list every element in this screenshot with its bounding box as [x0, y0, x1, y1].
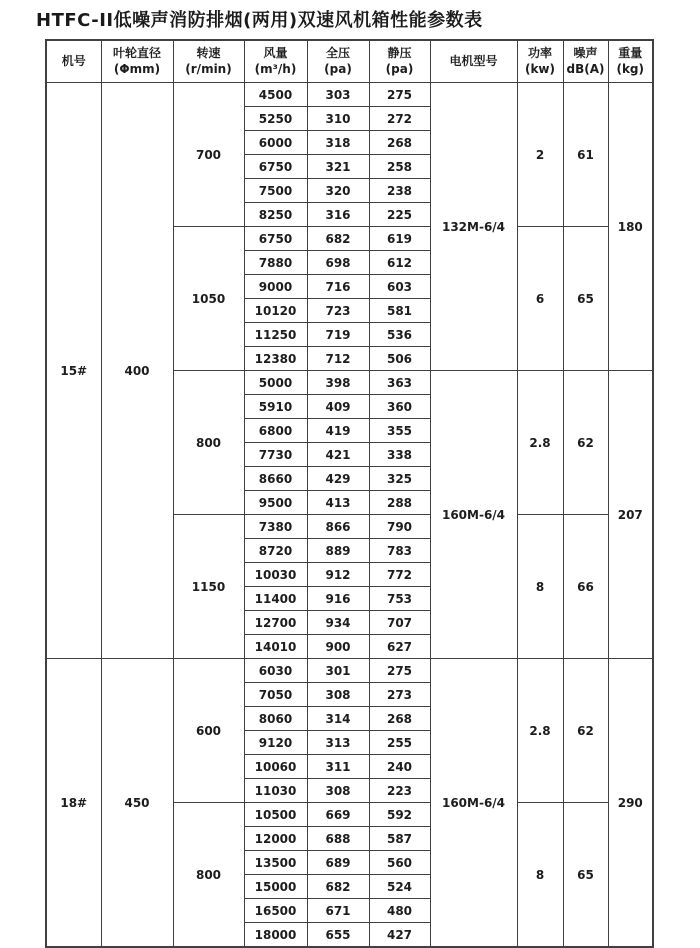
speed-cell: 600 — [173, 659, 244, 803]
header-unit: (Φmm) — [113, 61, 161, 76]
total-pressure-cell: 716 — [307, 275, 369, 299]
air-volume-cell: 9000 — [244, 275, 307, 299]
total-pressure-cell: 308 — [307, 779, 369, 803]
total-pressure-cell: 421 — [307, 443, 369, 467]
total-pressure-cell: 671 — [307, 899, 369, 923]
total-pressure-cell: 413 — [307, 491, 369, 515]
air-volume-cell: 8660 — [244, 467, 307, 491]
speed-cell: 1050 — [173, 227, 244, 371]
total-pressure-cell: 318 — [307, 131, 369, 155]
column-header-total-pressure — [307, 40, 369, 83]
weight-cell: 290 — [608, 659, 653, 948]
column-header-static-pressure — [369, 40, 430, 83]
total-pressure-cell: 719 — [307, 323, 369, 347]
header-unit: (kg) — [616, 61, 645, 76]
static-pressure-cell: 325 — [369, 467, 430, 491]
static-pressure-cell: 592 — [369, 803, 430, 827]
column-header-weight — [608, 40, 653, 83]
air-volume-cell: 12000 — [244, 827, 307, 851]
air-volume-cell: 11250 — [244, 323, 307, 347]
static-pressure-cell: 627 — [369, 635, 430, 659]
total-pressure-cell: 916 — [307, 587, 369, 611]
total-pressure-cell: 311 — [307, 755, 369, 779]
static-pressure-cell: 427 — [369, 923, 430, 948]
column-header-speed — [173, 40, 244, 83]
fan-spec-table — [45, 39, 654, 948]
page-title: HTFC-II低噪声消防排烟(两用)双速风机箱性能参数表 — [36, 10, 483, 31]
header-label: 机号 — [61, 53, 86, 68]
air-volume-cell: 9500 — [244, 491, 307, 515]
motor-model-cell: 160M-6/4 — [430, 659, 517, 948]
air-volume-cell: 7380 — [244, 515, 307, 539]
total-pressure-cell: 313 — [307, 731, 369, 755]
static-pressure-cell: 753 — [369, 587, 430, 611]
air-volume-cell: 5910 — [244, 395, 307, 419]
static-pressure-cell: 272 — [369, 107, 430, 131]
total-pressure-cell: 321 — [307, 155, 369, 179]
static-pressure-cell: 223 — [369, 779, 430, 803]
air-volume-cell: 5250 — [244, 107, 307, 131]
static-pressure-cell: 255 — [369, 731, 430, 755]
header-label: 静压 — [387, 45, 412, 60]
column-header-air-volume — [244, 40, 307, 83]
air-volume-cell: 6030 — [244, 659, 307, 683]
column-header-impeller-diameter — [101, 40, 173, 83]
static-pressure-cell: 524 — [369, 875, 430, 899]
air-volume-cell: 5000 — [244, 371, 307, 395]
noise-cell: 62 — [563, 659, 608, 803]
header-unit: (kw) — [524, 61, 556, 76]
impeller-diameter-cell: 400 — [101, 83, 173, 659]
header-label: 噪声 — [573, 45, 598, 60]
total-pressure-cell: 320 — [307, 179, 369, 203]
static-pressure-cell: 783 — [369, 539, 430, 563]
static-pressure-cell: 506 — [369, 347, 430, 371]
table-header — [46, 40, 653, 83]
total-pressure-cell: 310 — [307, 107, 369, 131]
noise-cell: 65 — [563, 803, 608, 948]
power-cell: 2.8 — [517, 371, 563, 515]
air-volume-cell: 7880 — [244, 251, 307, 275]
total-pressure-cell: 889 — [307, 539, 369, 563]
power-cell: 8 — [517, 803, 563, 948]
air-volume-cell: 8060 — [244, 707, 307, 731]
static-pressure-cell: 268 — [369, 131, 430, 155]
power-cell: 2.8 — [517, 659, 563, 803]
header-unit: (m³/h) — [254, 61, 297, 76]
header-unit: dB(A) — [566, 61, 605, 76]
static-pressure-cell: 480 — [369, 899, 430, 923]
power-cell: 8 — [517, 515, 563, 659]
air-volume-cell: 7500 — [244, 179, 307, 203]
weight-cell: 180 — [608, 83, 653, 371]
speed-cell: 800 — [173, 371, 244, 515]
air-volume-cell: 10120 — [244, 299, 307, 323]
total-pressure-cell: 698 — [307, 251, 369, 275]
weight-cell: 207 — [608, 371, 653, 659]
total-pressure-cell: 712 — [307, 347, 369, 371]
static-pressure-cell: 587 — [369, 827, 430, 851]
static-pressure-cell: 619 — [369, 227, 430, 251]
machine-no-cell: 18# — [46, 659, 101, 948]
header-label: 风量 — [263, 45, 288, 60]
air-volume-cell: 16500 — [244, 899, 307, 923]
total-pressure-cell: 682 — [307, 227, 369, 251]
static-pressure-cell: 268 — [369, 707, 430, 731]
total-pressure-cell: 409 — [307, 395, 369, 419]
air-volume-cell: 15000 — [244, 875, 307, 899]
static-pressure-cell: 338 — [369, 443, 430, 467]
total-pressure-cell: 934 — [307, 611, 369, 635]
header-label: 全压 — [325, 45, 350, 60]
column-header-noise — [563, 40, 608, 83]
static-pressure-cell: 612 — [369, 251, 430, 275]
static-pressure-cell: 363 — [369, 371, 430, 395]
machine-no-cell: 15# — [46, 83, 101, 659]
total-pressure-cell: 669 — [307, 803, 369, 827]
air-volume-cell: 11030 — [244, 779, 307, 803]
static-pressure-cell: 355 — [369, 419, 430, 443]
table-body — [46, 83, 653, 948]
total-pressure-cell: 866 — [307, 515, 369, 539]
header-unit: (pa) — [385, 61, 414, 76]
noise-cell: 65 — [563, 227, 608, 371]
header-unit: (pa) — [324, 61, 352, 76]
speed-cell: 700 — [173, 83, 244, 227]
static-pressure-cell: 240 — [369, 755, 430, 779]
total-pressure-cell: 398 — [307, 371, 369, 395]
power-cell: 6 — [517, 227, 563, 371]
total-pressure-cell: 429 — [307, 467, 369, 491]
air-volume-cell: 13500 — [244, 851, 307, 875]
air-volume-cell: 12380 — [244, 347, 307, 371]
static-pressure-cell: 603 — [369, 275, 430, 299]
air-volume-cell: 18000 — [244, 923, 307, 948]
static-pressure-cell: 238 — [369, 179, 430, 203]
speed-cell: 800 — [173, 803, 244, 948]
total-pressure-cell: 682 — [307, 875, 369, 899]
static-pressure-cell: 772 — [369, 563, 430, 587]
table-row — [46, 83, 653, 107]
air-volume-cell: 10030 — [244, 563, 307, 587]
total-pressure-cell: 723 — [307, 299, 369, 323]
header-label: 功率 — [527, 45, 552, 60]
static-pressure-cell: 707 — [369, 611, 430, 635]
header-label: 叶轮直径 — [112, 45, 161, 60]
header-label: 重量 — [618, 45, 643, 60]
header-unit: (r/min) — [185, 61, 232, 76]
noise-cell: 62 — [563, 371, 608, 515]
air-volume-cell: 6800 — [244, 419, 307, 443]
motor-model-cell: 132M-6/4 — [430, 83, 517, 371]
air-volume-cell: 6750 — [244, 155, 307, 179]
power-cell: 2 — [517, 83, 563, 227]
total-pressure-cell: 912 — [307, 563, 369, 587]
total-pressure-cell: 419 — [307, 419, 369, 443]
static-pressure-cell: 273 — [369, 683, 430, 707]
air-volume-cell: 6000 — [244, 131, 307, 155]
total-pressure-cell: 308 — [307, 683, 369, 707]
page — [0, 6, 700, 948]
impeller-diameter-cell: 450 — [101, 659, 173, 948]
static-pressure-cell: 258 — [369, 155, 430, 179]
table-row — [46, 659, 653, 683]
static-pressure-cell: 360 — [369, 395, 430, 419]
air-volume-cell: 10500 — [244, 803, 307, 827]
total-pressure-cell: 900 — [307, 635, 369, 659]
air-volume-cell: 9120 — [244, 731, 307, 755]
air-volume-cell: 4500 — [244, 83, 307, 107]
column-header-motor-model — [430, 40, 517, 83]
header-row — [46, 40, 653, 83]
static-pressure-cell: 560 — [369, 851, 430, 875]
air-volume-cell: 11400 — [244, 587, 307, 611]
column-header-power — [517, 40, 563, 83]
static-pressure-cell: 581 — [369, 299, 430, 323]
total-pressure-cell: 689 — [307, 851, 369, 875]
header-label: 电机型号 — [449, 53, 498, 68]
total-pressure-cell: 688 — [307, 827, 369, 851]
static-pressure-cell: 288 — [369, 491, 430, 515]
air-volume-cell: 6750 — [244, 227, 307, 251]
motor-model-cell: 160M-6/4 — [430, 371, 517, 659]
column-header-machine-no — [46, 40, 101, 83]
total-pressure-cell: 655 — [307, 923, 369, 948]
static-pressure-cell: 790 — [369, 515, 430, 539]
air-volume-cell: 8720 — [244, 539, 307, 563]
total-pressure-cell: 316 — [307, 203, 369, 227]
air-volume-cell: 14010 — [244, 635, 307, 659]
static-pressure-cell: 275 — [369, 659, 430, 683]
total-pressure-cell: 301 — [307, 659, 369, 683]
header-label: 转速 — [196, 45, 221, 60]
noise-cell: 66 — [563, 515, 608, 659]
static-pressure-cell: 536 — [369, 323, 430, 347]
noise-cell: 61 — [563, 83, 608, 227]
air-volume-cell: 7730 — [244, 443, 307, 467]
static-pressure-cell: 275 — [369, 83, 430, 107]
static-pressure-cell: 225 — [369, 203, 430, 227]
air-volume-cell: 7050 — [244, 683, 307, 707]
air-volume-cell: 10060 — [244, 755, 307, 779]
air-volume-cell: 8250 — [244, 203, 307, 227]
total-pressure-cell: 303 — [307, 83, 369, 107]
air-volume-cell: 12700 — [244, 611, 307, 635]
total-pressure-cell: 314 — [307, 707, 369, 731]
speed-cell: 1150 — [173, 515, 244, 659]
